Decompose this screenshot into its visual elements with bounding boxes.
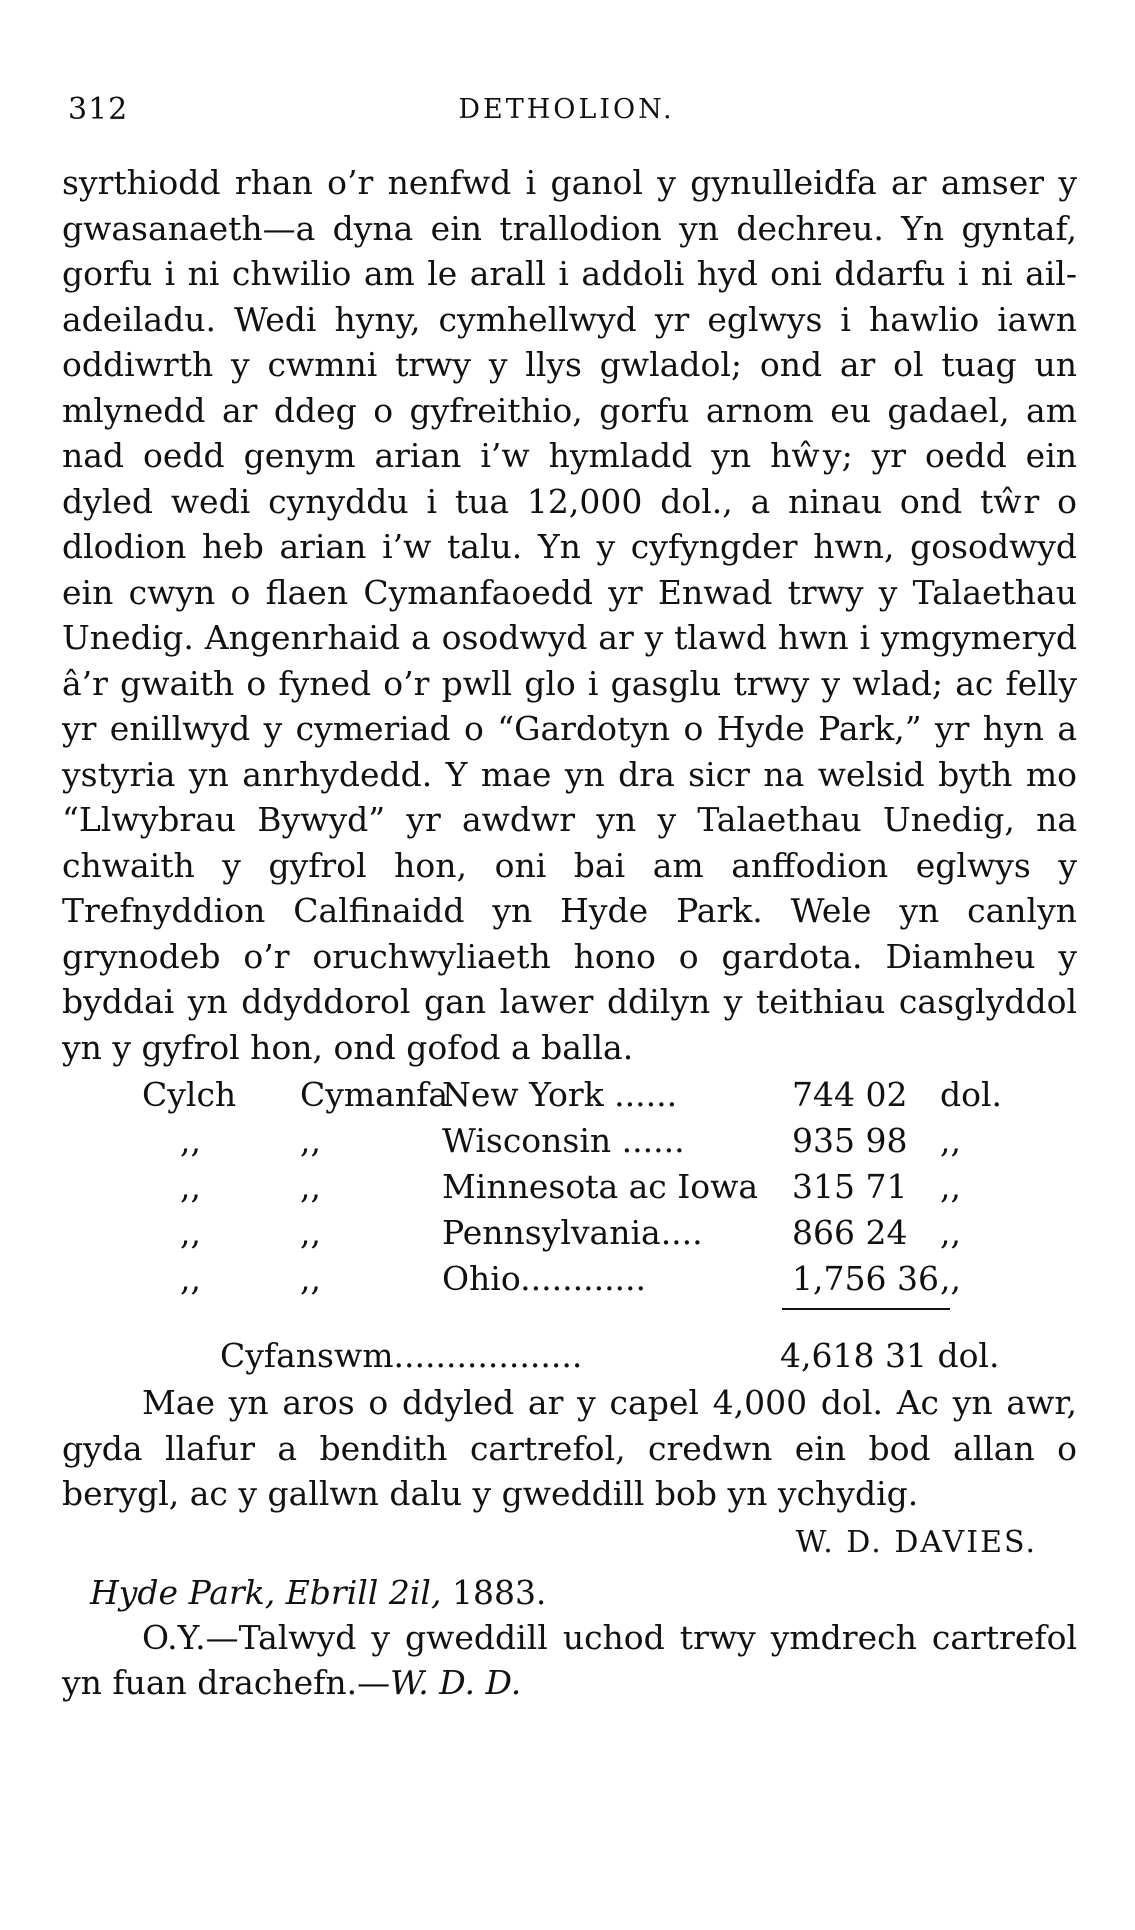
collections-table xyxy=(62,1072,1077,1380)
row-place: Pennsylvania.... xyxy=(442,1213,703,1252)
row-col1: ,, xyxy=(180,1213,201,1252)
table-row xyxy=(62,1072,1077,1118)
row-col1: Cylch xyxy=(142,1075,237,1114)
row-amount: 744 02 xyxy=(792,1075,908,1114)
row-col1: ,, xyxy=(180,1259,201,1298)
paragraph-1: syrthiodd rhan o’r nenfwd i ganol y gynulleidfa ar amser y gwasanaeth—a dyna ein trallodion yn dechreu. Yn gyntaf, gorfu i ni chwilio am le arall i addoli hyd oni ddarfu i ni ail-adeiladu. Wedi hyny, cymhellwyd yr eglwys i hawlio iawn oddiwrth y cwmni trwy y llys gwladol; ond ar ol tuag un mlynedd ar ddeg o gyfreithio, gorfu arnom eu gadael, am nad oedd genym arian i’w hymladd yn hŵy; yr oedd ein dyled wedi cynyddu i tua 12,000 dol., a ninau ond tŵr o dlodion heb arian i’w talu. Yn y cyfyngder hwn, gosodwyd ein cwyn o flaen Cymanfaoedd yr Enwad trwy y Talaethau Unedig. Angenrhaid a osodwyd ar y tlawd hwn i ymgymeryd â’r gwaith o fyned o’r pwll glo i gasglu trwy y wlad; ac felly yr enillwyd y cymeriad o “Gardotyn o Hyde Park,” yr hyn a ystyria yn anrhydedd. Y mae yn dra sicr na welsid byth mo “Llwybrau Bywyd” yr awdwr yn y Talaethau Unedig, na chwaith y gyfrol hon, oni bai am anffodion eglwys y Trefnyddion Calfinaidd yn Hyde Park. Wele yn canlyn grynodeb o’r oruchwyliaeth hono o gardota. Diamheu y byddai yn ddyddorol gan lawer ddilyn y teithiau casglyddol yn y gyfrol hon, ond gofod a balla. xyxy=(62,163,1077,1067)
paragraph-2: Mae yn aros o ddyled ar y capel 4,000 dol. Ac yn awr, gyda llafur a bendith cartrefol, credwn ein bod allan o berygl, ac y gallwn dalu y gweddill bob yn ychydig. xyxy=(62,1383,1077,1513)
row-amount: 1,756 36 xyxy=(792,1259,939,1298)
dateline xyxy=(90,1571,1077,1615)
row-col2: Cymanfa xyxy=(300,1075,449,1114)
dateline-place-date: Hyde Park, Ebrill 2il, xyxy=(90,1572,442,1612)
row-unit: ,, xyxy=(940,1259,961,1298)
postscript-text: O.Y.—Talwyd y gweddill uchod trwy ymdrech cartrefol yn fuan drachefn.— xyxy=(62,1617,1077,1702)
postscript xyxy=(62,1615,1077,1706)
row-unit: ,, xyxy=(940,1167,961,1206)
row-col1: ,, xyxy=(180,1121,201,1160)
row-place: Wisconsin ...... xyxy=(442,1121,685,1160)
row-amount: 866 24 xyxy=(792,1213,908,1252)
row-col2: ,, xyxy=(300,1213,321,1252)
running-title: DETHOLION. xyxy=(458,94,675,125)
dateline-year: 1883. xyxy=(451,1572,547,1612)
row-col2: ,, xyxy=(300,1167,321,1206)
row-place: Minnesota ac Iowa xyxy=(442,1167,759,1206)
signature: W. D. DAVIES. xyxy=(795,1524,1037,1560)
row-unit: ,, xyxy=(940,1121,961,1160)
table-row xyxy=(62,1164,1077,1210)
page-number: 312 xyxy=(68,92,129,127)
sum-rule xyxy=(62,1302,1077,1332)
table-row xyxy=(62,1210,1077,1256)
row-col1: ,, xyxy=(180,1167,201,1206)
total-amount: 4,618 31 dol. xyxy=(780,1336,1000,1375)
row-unit: dol. xyxy=(940,1075,1003,1114)
table-row xyxy=(62,1256,1077,1302)
row-place: Ohio............ xyxy=(442,1259,647,1298)
row-amount: 935 98 xyxy=(792,1121,908,1160)
row-place: New York ...... xyxy=(442,1075,678,1114)
table-row xyxy=(62,1118,1077,1164)
row-col2: ,, xyxy=(300,1259,321,1298)
total-row xyxy=(62,1332,1077,1380)
total-label: Cyfanswm.................. xyxy=(220,1336,583,1375)
sum-rule-line xyxy=(782,1308,950,1310)
row-col2: ,, xyxy=(300,1121,321,1160)
page-header xyxy=(68,92,1065,132)
row-unit: ,, xyxy=(940,1213,961,1252)
row-amount: 315 71 xyxy=(792,1167,908,1206)
postscript-initials: W. D. D. xyxy=(390,1663,522,1702)
page-body xyxy=(62,160,1077,1706)
